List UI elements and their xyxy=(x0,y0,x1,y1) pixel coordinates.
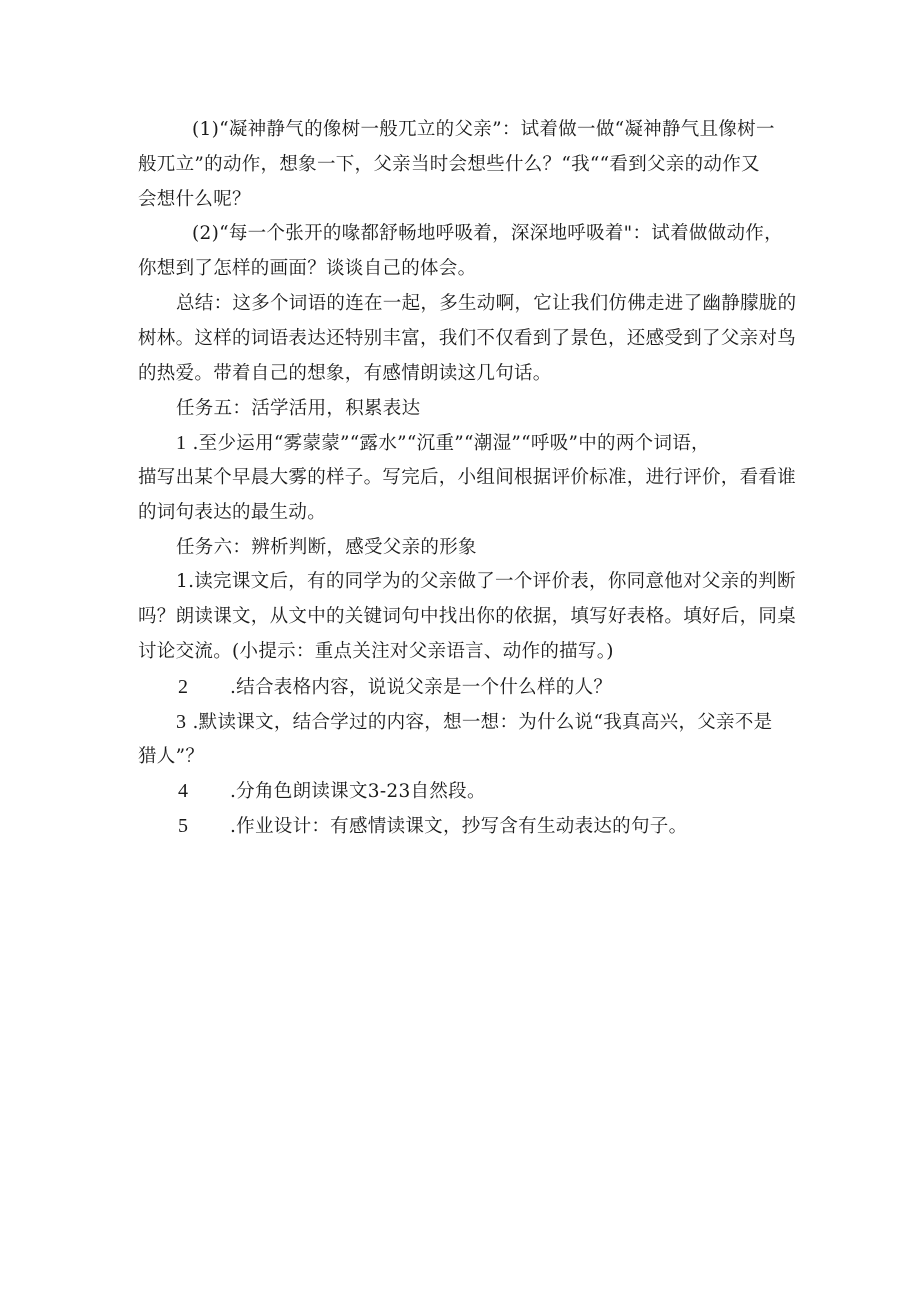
paragraph-1-line-2: 般兀立”的动作，想象一下，父亲当时会想些什么？“我““看到父亲的动作又 xyxy=(138,154,760,175)
task-6-item-4-number: 4 xyxy=(178,780,189,802)
task-6-item-1-line-2: 吗？朗读课文，从文中的关键词句中找出你的依据，填写好表格。填好后，同桌 xyxy=(138,606,797,627)
paragraph-1-line-3: 会想什么呢？ xyxy=(138,189,251,210)
task-6-item-3-line-1 xyxy=(176,710,772,735)
task-6-item-4-text: .分角色朗读课文3-23自然段。 xyxy=(230,781,486,802)
task-6-item-3-line-2: 猎人”？ xyxy=(138,746,205,767)
paragraph-2-line-2: 你想到了怎样的画面？谈谈自己的体会。 xyxy=(138,258,477,279)
task-6-item-3-text: .默读课文，结合学过的内容，想一想：为什么说“我真高兴，父亲不是 xyxy=(192,712,773,733)
task-6-item-1-line-3: 讨论交流。(小提示：重点关注对父亲语言、动作的描写。) xyxy=(138,641,614,662)
task-6-item-5-text: .作业设计：有感情读课文，抄写含有生动表达的句子。 xyxy=(230,816,688,837)
task-6-item-3-number: 3 xyxy=(176,711,187,733)
task-6-heading: 任务六：辨析判断，感受父亲的形象 xyxy=(176,537,477,558)
task-5-item-1-number: 1 xyxy=(176,432,187,454)
task-5-item-1-line-2: 描写出某个早晨大雾的样子。写完后，小组间根据评价标准，进行评价，看看谁 xyxy=(138,467,797,488)
task-5-item-1-line-3: 的词句表达的最生动。 xyxy=(138,502,327,523)
task-6-item-2-number: 2 xyxy=(178,676,189,698)
task-6-item-5 xyxy=(178,814,687,839)
summary-line-3: 的热爱。带着自己的想象，有感情朗读这几句话。 xyxy=(138,363,552,384)
task-6-item-2-text: .结合表格内容，说说父亲是一个什么样的人？ xyxy=(230,677,613,698)
task-5-heading: 任务五：活学活用，积累表达 xyxy=(176,398,421,419)
task-6-item-4 xyxy=(178,779,486,804)
paragraph-1-line-1: (1)“凝神静气的像树一般兀立的父亲”：试着做一做“凝神静气且像树一 xyxy=(192,119,775,140)
task-5-item-1-text: .至少运用“雾蒙蒙”“露水”“沉重”“潮湿”“呼吸”中的两个词语， xyxy=(192,433,710,454)
summary-line-2: 树林。这样的词语表达还特别丰富，我们不仅看到了景色，还感受到了父亲对鸟 xyxy=(138,328,797,349)
task-6-item-1-line-1: 1.读完课文后，有的同学为的父亲做了一个评价表，你同意他对父亲的判断 xyxy=(176,571,796,592)
task-6-item-5-number: 5 xyxy=(178,815,189,837)
task-6-item-2 xyxy=(178,675,612,700)
task-5-item-1-line-1 xyxy=(176,431,710,456)
summary-line-1: 总结：这多个词语的连在一起，多生动啊，它让我们仿佛走进了幽静朦胧的 xyxy=(176,293,797,314)
paragraph-2-line-1: (2)“每一个张开的喙都舒畅地呼吸着，深深地呼吸着"：试着做做动作， xyxy=(192,223,783,244)
